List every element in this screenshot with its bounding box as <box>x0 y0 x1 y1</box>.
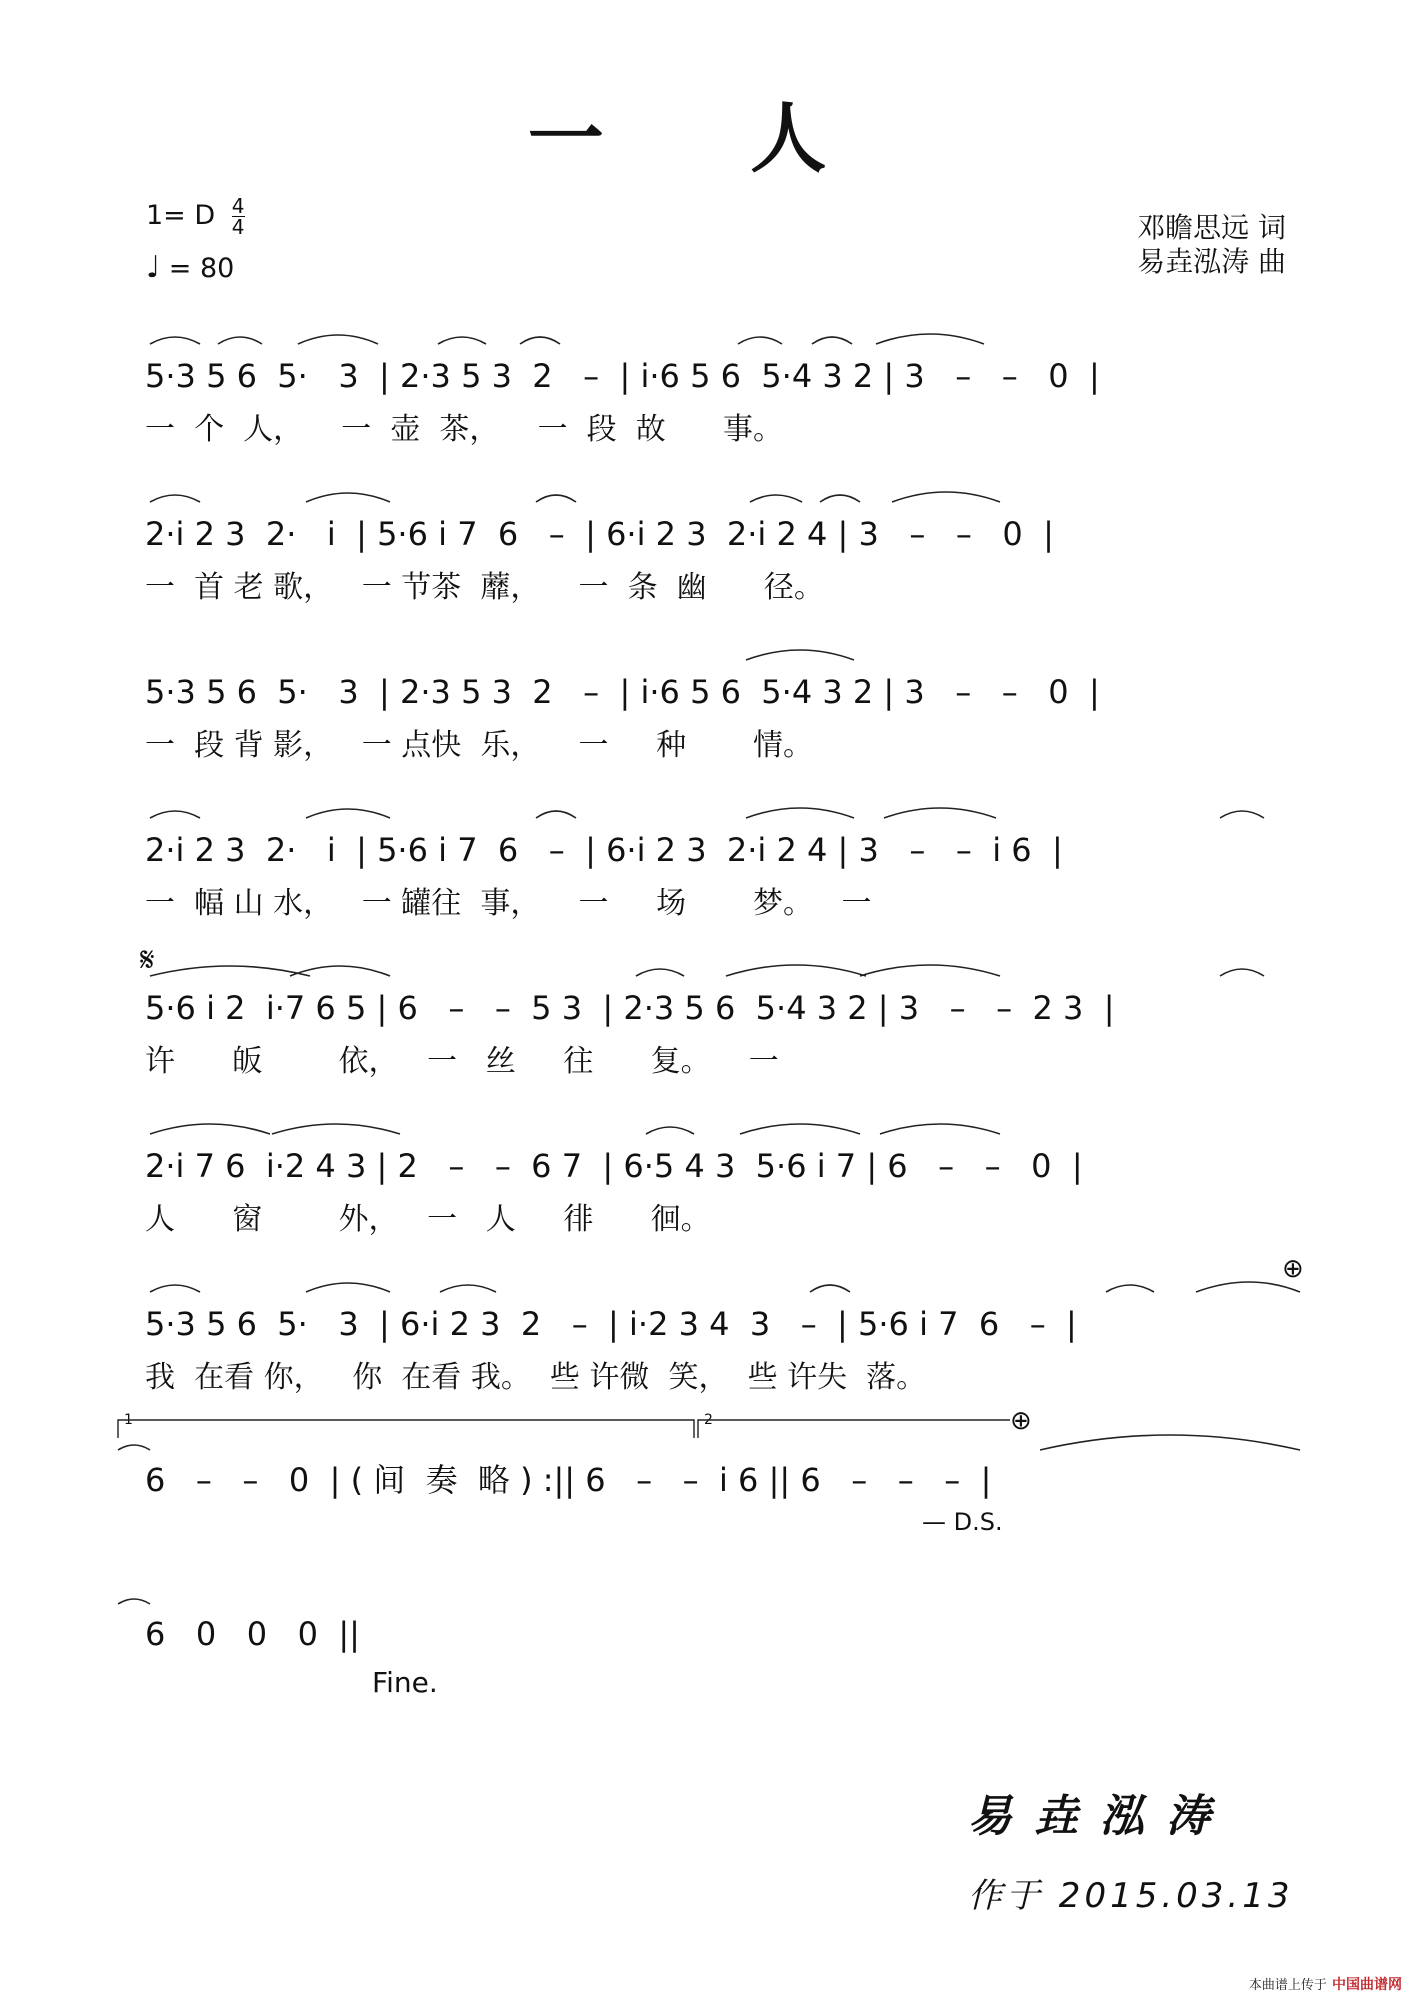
slur-arc <box>520 337 560 344</box>
segno-icon: 𝄋 <box>140 940 155 980</box>
slur-arc <box>150 811 200 818</box>
slur-arc <box>1196 1282 1300 1292</box>
slur-arc <box>892 492 1000 502</box>
notes-line: 6 0 0 0 || <box>145 1615 360 1653</box>
notes-line: 5·3 5 6 5· 3 | 2·3 5 3 2 – | i·6 5 6 5·4 3 2 | 3 – – 0 | <box>145 357 1100 395</box>
notes-line: 6 – – 0 | ( 间 奏 略 ) :|| 6 – – i 6 || 6 – – – | <box>145 1461 992 1499</box>
lyrics-line: 一 首 老 歌， 一 节茶 蘼， 一 条 幽 径。 <box>145 570 824 605</box>
volta-2-bracket <box>698 1420 1010 1438</box>
score-title: 一 人 <box>527 94 887 183</box>
slur-arc <box>646 1127 694 1134</box>
volta-1-bracket <box>118 1420 694 1438</box>
coda-icon: ⊕ <box>1010 1406 1032 1436</box>
slur-arc <box>746 808 854 818</box>
slur-arc <box>738 337 782 344</box>
slur-arc <box>306 493 390 502</box>
fine-marking: Fine. <box>372 1666 438 1699</box>
slur-arc <box>272 1124 400 1134</box>
footer-brand-logo[interactable]: 中国曲谱网 <box>1332 1977 1402 1993</box>
slur-arc <box>1106 1285 1154 1292</box>
slur-arc <box>150 1285 200 1292</box>
footer-text: 本曲谱上传于 <box>1248 1978 1327 1993</box>
site-footer <box>1249 1974 1402 1994</box>
slur-arc <box>746 650 854 660</box>
slur-arc <box>884 808 996 818</box>
lyricist-credit: 邓瞻思远 词 <box>1137 211 1286 244</box>
slur-arc <box>536 811 576 818</box>
slur-arc <box>880 1124 1000 1134</box>
notes-line: 5·3 5 6 5· 3 | 2·3 5 3 2 – | i·6 5 6 5·4 3 2 | 3 – – 0 | <box>145 673 1100 711</box>
coda-icon: ⊕ <box>1282 1254 1304 1284</box>
lyrics-line: 许 皈 依， 一 丝 往 复。 一 <box>145 1044 779 1079</box>
slur-arc <box>1220 811 1264 818</box>
slur-arc <box>218 337 262 344</box>
quarter-note-icon: ♩ <box>146 250 161 285</box>
slur-arc <box>1040 1435 1300 1450</box>
slur-arc <box>306 1283 390 1292</box>
slur-arc <box>150 966 310 976</box>
notes-line: 2·i 7 6 i·2 4 3 | 2 – – 6 7 | 6·5 4 3 5·6 i 7 | 6 – – 0 | <box>145 1147 1083 1185</box>
slur-arc <box>440 1285 496 1292</box>
composer-signature: 易垚泓涛 <box>968 1791 1232 1842</box>
tempo-value: = 80 <box>168 253 235 284</box>
lyrics-line: 人 窗 外， 一 人 徘 徊。 <box>145 1202 711 1237</box>
slur-arc <box>876 334 984 344</box>
composer-credit: 易垚泓涛 曲 <box>1137 245 1286 278</box>
time-signature-bottom: 4 <box>231 215 245 239</box>
slur-arc <box>438 337 486 344</box>
slur-arc <box>860 965 1000 976</box>
notes-line: 2·i 2 3 2· i | 5·6 i 7 6 – | 6·i 2 3 2·i 2 4 | 3 – – i 6 | <box>145 831 1063 869</box>
time-signature-top: 4 <box>231 194 245 218</box>
key-label: 1= D <box>146 200 216 231</box>
slur-arc <box>820 495 860 502</box>
ds-marking: — D.S. <box>922 1508 1003 1536</box>
lyrics-line: 一 个 人， 一 壶 茶， 一 段 故 事。 <box>145 412 783 447</box>
volta-2-number: 2 <box>704 1412 713 1428</box>
slur-arc <box>150 1124 270 1134</box>
composition-date: 作于 2015.03.13 <box>968 1876 1294 1916</box>
volta-1-number: 1 <box>124 1412 133 1428</box>
slur-arc <box>812 337 852 344</box>
notes-line: 2·i 2 3 2· i | 5·6 i 7 6 – | 6·i 2 3 2·i 2 4 | 3 – – 0 | <box>145 515 1054 553</box>
slur-arc <box>1220 969 1264 976</box>
slur-arc <box>118 1445 150 1450</box>
slur-arc <box>150 495 200 502</box>
lyrics-line: 一 段 背 影， 一 点快 乐， 一 种 情。 <box>145 728 813 763</box>
slur-arc <box>150 337 200 344</box>
slur-arc <box>306 809 390 818</box>
slur-arc <box>726 965 866 976</box>
slur-arc <box>298 335 378 344</box>
slur-arc <box>740 1124 860 1134</box>
slur-arc <box>750 495 802 502</box>
notes-line: 5·3 5 6 5· 3 | 6·i 2 3 2 – | i·2 3 4 3 – | 5·6 i 7 6 – | <box>145 1305 1077 1343</box>
lyrics-line: 一 幅 山 水， 一 罐往 事， 一 场 梦。 一 <box>145 886 872 921</box>
slur-arc <box>536 495 576 502</box>
slur-arc <box>118 1599 150 1604</box>
lyrics-line: 我 在看 你， 你 在看 我。 些 许微 笑， 些 许失 落。 <box>145 1360 927 1395</box>
slur-arc <box>810 1285 850 1292</box>
notes-line: 5·6 i 2 i·7 6 5 | 6 – – 5 3 | 2·3 5 6 5·4 3 2 | 3 – – 2 3 | <box>145 989 1115 1027</box>
slur-arc <box>636 969 684 976</box>
